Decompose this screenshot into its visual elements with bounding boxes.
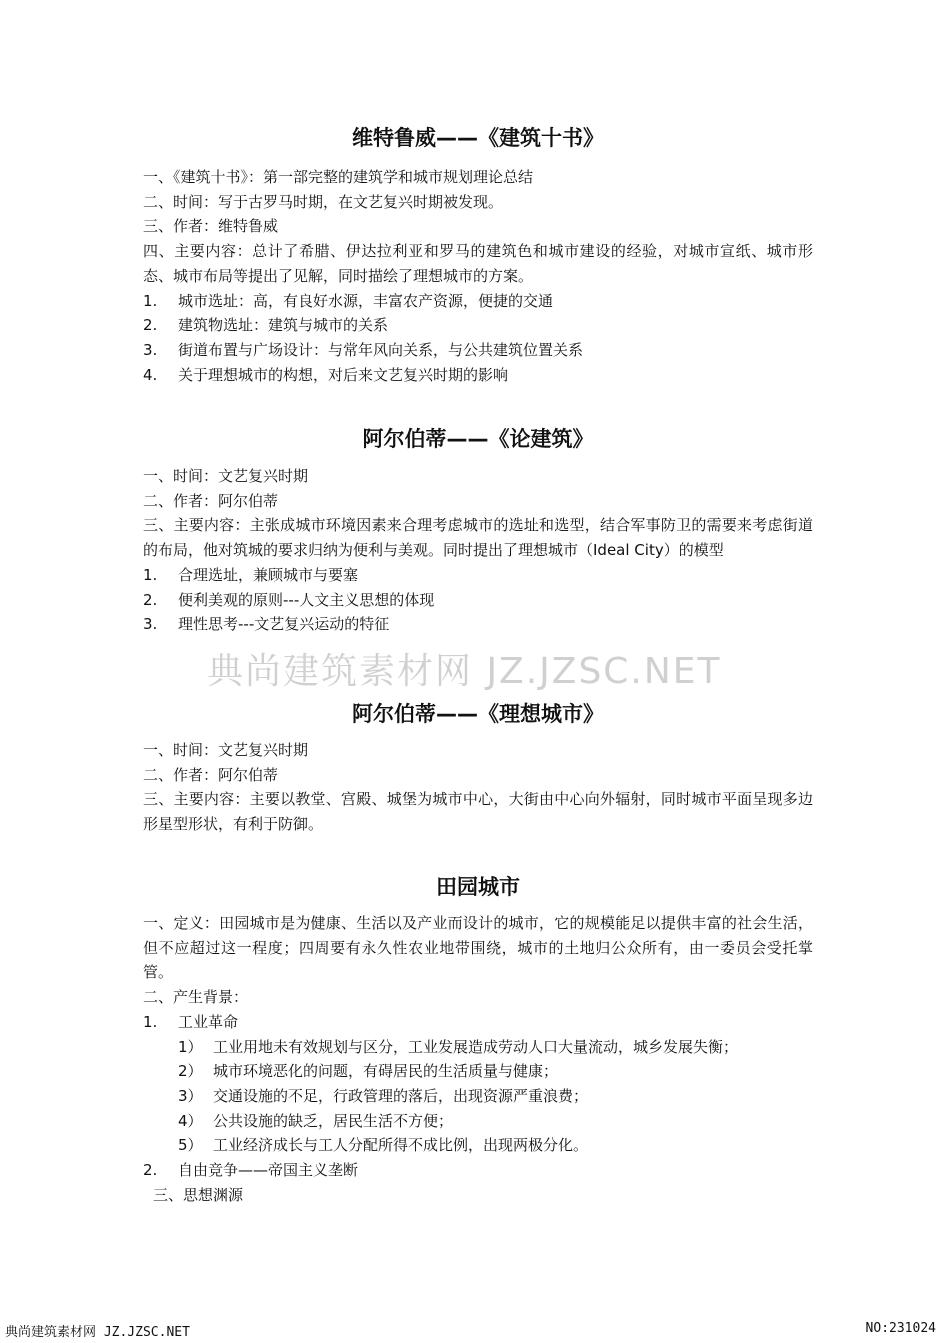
item-text: 工业革命 <box>178 1012 239 1031</box>
footer-site-name: 典尚建筑素材网 JZ.JZSC.NET <box>5 1325 190 1340</box>
item-text: 合理选址，兼顾城市与要塞 <box>178 565 359 584</box>
section1-item-3 <box>143 338 813 363</box>
section3-line-2: 二、作者：阿尔伯蒂 <box>143 765 279 784</box>
item-number: 3. <box>143 340 158 359</box>
item-text: 自由竞争——帝国主义垄断 <box>178 1161 359 1180</box>
watermark: 典尚建筑素材网 JZ.JZSC.NET <box>207 651 722 692</box>
item-number: 2. <box>143 1161 158 1180</box>
section4-origin-heading: 三、思想渊源 <box>153 1185 244 1204</box>
section2-item-1 <box>143 563 813 588</box>
section1-line-1: 一、《建筑十书》：第一部完整的建筑学和城市规划理论总结 <box>143 168 534 186</box>
section4-item-1 <box>143 1010 813 1035</box>
section2-item-3 <box>143 612 813 637</box>
item-number: 1. <box>143 565 158 584</box>
section1-item-4 <box>143 363 813 388</box>
item-number: 2. <box>143 316 158 335</box>
section4-item-2 <box>143 1158 813 1183</box>
item-number: 1. <box>143 1012 158 1031</box>
subitem-text: 交通设施的不足，行政管理的落后，出现资源严重浪费； <box>213 1086 589 1105</box>
section3-line-1: 一、时间：文艺复兴时期 <box>143 741 309 759</box>
section1-body <box>143 165 813 387</box>
section2-title: 阿尔伯蒂——《论建筑》 <box>362 427 594 451</box>
section3-title: 阿尔伯蒂——《理想城市》 <box>352 702 604 726</box>
section4-body <box>143 911 813 1207</box>
subitem-number: 4） <box>178 1111 203 1130</box>
subitem-number: 5） <box>178 1136 203 1155</box>
subitem-text: 工业用地未有效规划与区分，工业发展造成劳动人口大量流动，城乡发展失衡； <box>213 1037 739 1056</box>
subitem-text: 公共设施的缺乏，居民生活不方便； <box>213 1111 454 1130</box>
section4-subitem-1 <box>143 1035 813 1060</box>
section4-title: 田园城市 <box>436 875 520 899</box>
section4-subitem-2 <box>143 1059 813 1084</box>
item-number: 3. <box>143 615 158 634</box>
item-text: 街道布置与广场设计：与常年风向关系，与公共建筑位置关系 <box>178 340 584 359</box>
section2-line-3: 三、主要内容：主张成城市环境因素来合理考虑城市的选址和选型，结合军事防卫的需要来考虑街道的布局，他对筑城的要求归纳为便利与美观。同时提出了理想城市（Ideal City）的模型 <box>143 516 813 560</box>
subitem-number: 1） <box>178 1037 203 1056</box>
section1-item-1 <box>143 289 813 314</box>
section1-item-2 <box>143 313 813 338</box>
subitem-text: 城市环境恶化的问题，有碍居民的生活质量与健康； <box>213 1062 559 1081</box>
item-number: 2. <box>143 590 158 609</box>
section4-subitem-5 <box>143 1133 813 1158</box>
section4-subitem-4 <box>143 1109 813 1134</box>
section3-line-3: 三、主要内容：主要以教堂、宫殿、城堡为城市中心，大街由中心向外辐射，同时城市平面呈现多边形星型形状，有利于防御。 <box>143 790 813 834</box>
item-number: 1. <box>143 291 158 310</box>
footer-doc-number: NO:231024 <box>865 1321 936 1336</box>
subitem-text: 工业经济成长与工人分配所得不成比例，出现两极分化。 <box>213 1136 589 1155</box>
section1-line-4: 四、主要内容：总计了希腊、伊达拉利亚和罗马的建筑色和城市建设的经验，对城市宣纸、城市形态、城市布局等提出了见解，同时描绘了理想城市的方案。 <box>143 242 813 285</box>
section1-title: 维特鲁威——《建筑十书》 <box>352 126 604 150</box>
section2-line-2: 二、作者：阿尔伯蒂 <box>143 491 279 510</box>
section4-definition: 一、定义：田园城市是为健康、生活以及产业而设计的城市，它的规模能足以提供丰富的社会生活，但不应超过这一程度；四周要有永久性农业地带围绕，城市的土地归公众所有，由一委员会受托掌管。 <box>143 914 813 982</box>
section2-line-1: 一、时间：文艺复兴时期 <box>143 467 309 485</box>
subitem-number: 2） <box>178 1062 203 1081</box>
section2-body <box>143 464 813 637</box>
section3-body <box>143 738 813 837</box>
item-text: 理性思考---文艺复兴运动的特征 <box>178 615 390 634</box>
section4-subitem-3 <box>143 1084 813 1109</box>
item-text: 城市选址：高，有良好水源，丰富农产资源，便捷的交通 <box>178 291 554 310</box>
item-number: 4. <box>143 365 158 384</box>
section1-line-2: 二、时间：写于古罗马时期，在文艺复兴时期被发现。 <box>143 192 504 211</box>
section2-item-2 <box>143 588 813 613</box>
item-text: 关于理想城市的构想，对后来文艺复兴时期的影响 <box>178 365 509 384</box>
section1-line-3: 三、作者：维特鲁威 <box>143 217 279 236</box>
subitem-number: 3） <box>178 1086 203 1105</box>
item-text: 建筑物选址：建筑与城市的关系 <box>178 316 389 335</box>
item-text: 便利美观的原则---人文主义思想的体现 <box>178 590 435 609</box>
section4-background-heading: 二、产生背景： <box>143 988 249 1007</box>
